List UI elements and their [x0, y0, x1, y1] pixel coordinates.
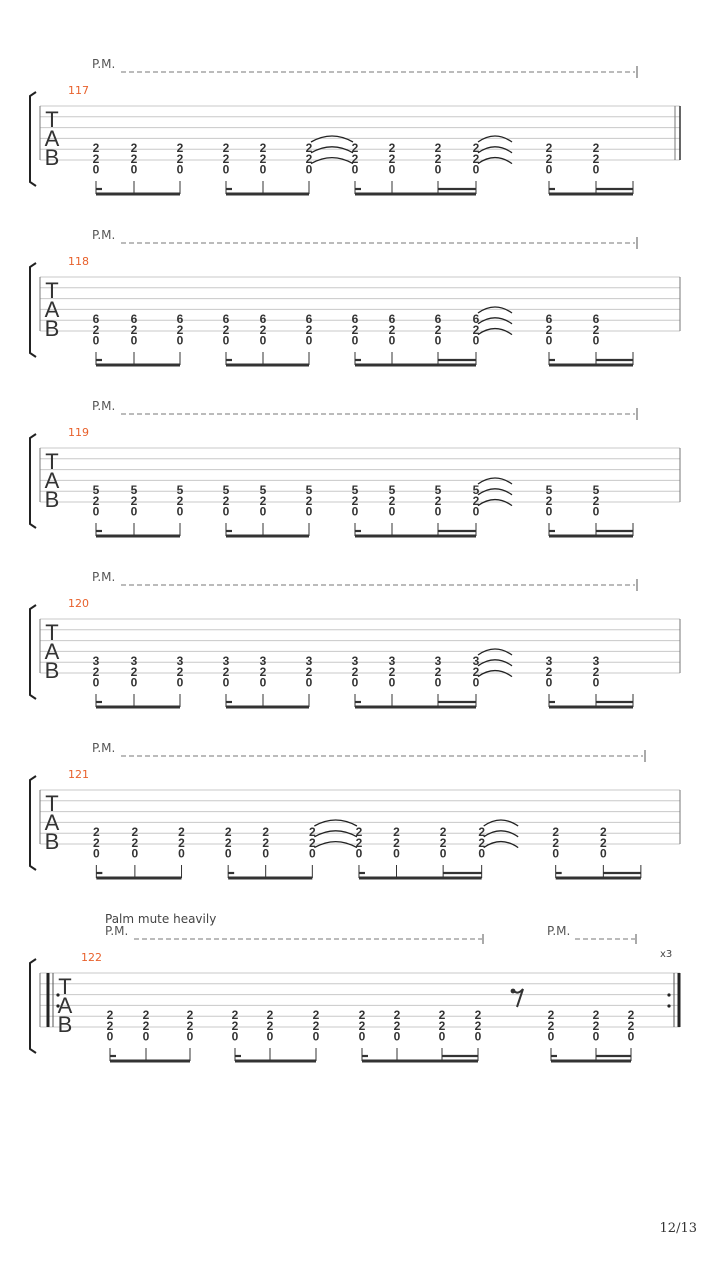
tab-clef-letter: B	[44, 487, 60, 512]
fret-number: 2	[142, 1008, 150, 1022]
fret-number: 2	[627, 1008, 635, 1022]
fret-number: 2	[176, 141, 184, 155]
fret-number: 2	[176, 493, 184, 508]
fret-number: 0	[545, 504, 553, 519]
fret-number: 2	[305, 151, 313, 166]
bar-number: 118	[68, 255, 89, 268]
tie-arc	[478, 478, 512, 484]
fret-number: 2	[308, 835, 316, 850]
fret-number: 0	[393, 846, 400, 861]
fret-number: 0	[351, 504, 359, 519]
fret-number: 6	[176, 312, 184, 326]
fret-number: 0	[142, 1029, 150, 1044]
fret-number: 6	[351, 312, 359, 326]
fret-number: 2	[627, 1018, 635, 1033]
fret-number: 0	[393, 1029, 401, 1044]
fret-number: 2	[259, 664, 267, 679]
palm-mute-label: P.M.	[547, 924, 571, 938]
fret-number: 2	[472, 141, 480, 155]
fret-number: 0	[224, 846, 232, 861]
fret-number: 2	[308, 825, 316, 839]
fret-number: 0	[434, 333, 442, 348]
fret-number: 6	[388, 312, 396, 326]
tie-arc	[484, 831, 518, 837]
fret-number: 0	[600, 846, 607, 861]
fret-number: 2	[438, 1018, 446, 1033]
fret-number: 2	[93, 825, 100, 839]
fret-number: 0	[92, 504, 100, 519]
palm-mute-label: P.M.	[92, 741, 116, 755]
fret-number: 0	[434, 162, 442, 177]
fret-number: 2	[231, 1018, 239, 1033]
fret-number: 2	[262, 835, 270, 850]
fret-number: 2	[545, 151, 553, 166]
fret-number: 2	[266, 1008, 274, 1022]
palm-mute-label: P.M.	[92, 57, 116, 71]
fret-number: 6	[259, 312, 267, 326]
fret-number: 2	[434, 664, 442, 679]
fret-number: 2	[312, 1018, 320, 1033]
fret-number: 3	[434, 654, 442, 668]
fret-number: 0	[176, 333, 184, 348]
fret-number: 3	[222, 654, 230, 668]
fret-number: 3	[130, 654, 138, 668]
tie-arc	[311, 147, 353, 153]
fret-number: 5	[305, 483, 313, 497]
tab-clef-letter: B	[44, 316, 60, 341]
tab-clef-letter: B	[44, 145, 60, 170]
fret-number: 0	[130, 162, 138, 177]
palm-mute-label: P.M.	[92, 399, 116, 413]
tie-arc	[478, 500, 512, 506]
fret-number: 5	[92, 483, 100, 497]
fret-number: 2	[592, 322, 600, 337]
fret-number: 3	[472, 654, 480, 668]
staff-system	[30, 741, 680, 878]
fret-number: 0	[305, 675, 313, 690]
staff-system	[30, 399, 680, 536]
fret-number: 2	[438, 1008, 446, 1022]
fret-number: 0	[259, 675, 267, 690]
repeat-dot	[667, 993, 670, 996]
fret-number: 3	[176, 654, 184, 668]
fret-number: 2	[472, 493, 480, 508]
fret-number: 2	[358, 1018, 366, 1033]
fret-number: 5	[351, 483, 359, 497]
staff-system	[30, 912, 680, 1061]
bar-number: 119	[68, 426, 89, 439]
fret-number: 2	[92, 664, 100, 679]
fret-number: 5	[388, 483, 396, 497]
fret-number: 2	[600, 835, 607, 850]
fret-number: 0	[545, 333, 553, 348]
fret-number: 2	[176, 322, 184, 337]
bar-number: 122	[81, 951, 102, 964]
fret-number: 0	[106, 1029, 114, 1044]
fret-number: 0	[222, 333, 230, 348]
tab-clef-letter: A	[57, 993, 73, 1018]
tab-clef-letter: A	[44, 297, 60, 322]
fret-number: 0	[305, 504, 313, 519]
fret-number: 2	[186, 1008, 194, 1022]
staff-system	[30, 228, 680, 365]
fret-number: 2	[92, 141, 100, 155]
system-bracket	[30, 959, 36, 1053]
fret-number: 2	[305, 322, 313, 337]
system-bracket	[30, 263, 36, 357]
fret-number: 2	[262, 825, 270, 839]
fret-number: 0	[222, 162, 230, 177]
fret-number: 0	[388, 162, 396, 177]
fret-number: 5	[130, 483, 138, 497]
fret-number: 2	[142, 1018, 150, 1033]
fret-number: 3	[592, 654, 600, 668]
palm-mute-label: P.M.	[92, 228, 116, 242]
fret-number: 2	[259, 322, 267, 337]
fret-number: 2	[592, 1008, 600, 1022]
fret-number: 0	[545, 675, 553, 690]
fret-number: 0	[130, 504, 138, 519]
palm-mute-label: P.M.	[105, 924, 129, 938]
fret-number: 3	[388, 654, 396, 668]
fret-number: 3	[545, 654, 553, 668]
tab-clef-letter: T	[45, 449, 59, 474]
fret-number: 0	[388, 504, 396, 519]
fret-number: 0	[388, 333, 396, 348]
fret-number: 2	[351, 151, 359, 166]
fret-number: 2	[439, 835, 447, 850]
fret-number: 2	[131, 835, 139, 850]
fret-number: 0	[472, 504, 480, 519]
fret-number: 2	[92, 493, 100, 508]
fret-number: 6	[222, 312, 230, 326]
tab-clef-letter: B	[57, 1012, 73, 1037]
fret-number: 2	[106, 1018, 114, 1033]
fret-number: 2	[472, 322, 480, 337]
eighth-rest-dot	[511, 989, 516, 994]
fret-number: 2	[222, 141, 230, 155]
fret-number: 2	[358, 1008, 366, 1022]
fret-number: 0	[130, 333, 138, 348]
tie-arc	[314, 820, 357, 826]
fret-number: 2	[93, 835, 100, 850]
fret-number: 2	[186, 1018, 194, 1033]
tie-arc	[311, 136, 353, 142]
fret-number: 2	[222, 151, 230, 166]
fret-number: 2	[231, 1008, 239, 1022]
fret-number: 5	[545, 483, 553, 497]
system-bracket	[30, 605, 36, 699]
tie-arc	[478, 136, 512, 142]
page-number: 12/13	[659, 1221, 697, 1236]
palm-mute-label: P.M.	[92, 570, 116, 584]
staff-system	[30, 570, 680, 707]
bar-number: 121	[68, 768, 89, 781]
tie-arc	[478, 318, 512, 324]
tie-arc	[478, 649, 512, 655]
eighth-rest-icon	[514, 989, 523, 1007]
fret-number: 0	[231, 1029, 239, 1044]
fret-number: 5	[592, 483, 600, 497]
fret-number: 0	[178, 846, 185, 861]
fret-number: 2	[222, 664, 230, 679]
fret-number: 2	[222, 493, 230, 508]
fret-number: 2	[106, 1008, 114, 1022]
fret-number: 3	[92, 654, 100, 668]
fret-number: 2	[592, 141, 600, 155]
fret-number: 2	[92, 322, 100, 337]
tab-clef-letter: T	[45, 278, 59, 303]
fret-number: 0	[592, 162, 600, 177]
fret-number: 0	[474, 1029, 482, 1044]
fret-number: 0	[308, 846, 316, 861]
tab-clef-letter: T	[45, 107, 59, 132]
fret-number: 5	[472, 483, 480, 497]
fret-number: 0	[358, 1029, 366, 1044]
fret-number: 0	[130, 675, 138, 690]
fret-number: 2	[178, 835, 185, 850]
fret-number: 2	[259, 493, 267, 508]
fret-number: 2	[388, 141, 396, 155]
tab-clef-letter: B	[44, 829, 60, 854]
tie-arc	[478, 158, 512, 164]
fret-number: 2	[305, 664, 313, 679]
fret-number: 2	[224, 825, 232, 839]
fret-number: 2	[434, 493, 442, 508]
fret-number: 6	[305, 312, 313, 326]
fret-number: 2	[130, 664, 138, 679]
fret-number: 2	[388, 322, 396, 337]
fret-number: 0	[92, 162, 100, 177]
fret-number: 6	[592, 312, 600, 326]
tab-clef-letter: T	[45, 791, 59, 816]
fret-number: 2	[176, 151, 184, 166]
fret-number: 0	[592, 675, 600, 690]
system-bracket	[30, 92, 36, 186]
tie-arc	[478, 307, 512, 313]
fret-number: 2	[130, 141, 138, 155]
fret-number: 2	[130, 493, 138, 508]
fret-number: 2	[592, 664, 600, 679]
fret-number: 3	[305, 654, 313, 668]
fret-number: 2	[434, 151, 442, 166]
fret-number: 2	[393, 835, 400, 850]
fret-number: 0	[434, 504, 442, 519]
fret-number: 0	[312, 1029, 320, 1044]
fret-number: 0	[351, 162, 359, 177]
fret-number: 2	[351, 141, 359, 155]
fret-number: 2	[176, 664, 184, 679]
fret-number: 0	[434, 675, 442, 690]
tie-arc	[484, 820, 518, 826]
fret-number: 2	[266, 1018, 274, 1033]
fret-number: 0	[592, 1029, 600, 1044]
fret-number: 0	[222, 675, 230, 690]
staff-system	[30, 57, 680, 194]
fret-number: 0	[176, 162, 184, 177]
fret-number: 3	[259, 654, 267, 668]
tie-arc	[478, 660, 512, 666]
fret-number: 0	[592, 333, 600, 348]
fret-number: 6	[92, 312, 100, 326]
fret-number: 5	[176, 483, 184, 497]
fret-number: 2	[434, 141, 442, 155]
bar-number: 117	[68, 84, 89, 97]
fret-number: 0	[545, 162, 553, 177]
fret-number: 2	[351, 493, 359, 508]
fret-number: 0	[388, 675, 396, 690]
tie-arc	[478, 489, 512, 495]
fret-number: 2	[600, 825, 607, 839]
fret-number: 2	[547, 1018, 555, 1033]
fret-number: 3	[351, 654, 359, 668]
fret-number: 5	[434, 483, 442, 497]
repeat-count: x3	[660, 949, 673, 960]
fret-number: 6	[545, 312, 553, 326]
fret-number: 2	[355, 825, 363, 839]
fret-number: 2	[393, 1018, 401, 1033]
fret-number: 2	[305, 141, 313, 155]
fret-number: 0	[472, 162, 480, 177]
fret-number: 2	[224, 835, 232, 850]
fret-number: 2	[474, 1018, 482, 1033]
system-bracket	[30, 776, 36, 870]
fret-number: 2	[592, 151, 600, 166]
fret-number: 6	[130, 312, 138, 326]
fret-number: 0	[92, 333, 100, 348]
fret-number: 0	[305, 333, 313, 348]
fret-number: 2	[92, 151, 100, 166]
tab-clef-letter: T	[58, 974, 72, 999]
fret-number: 0	[547, 1029, 555, 1044]
fret-number: 5	[222, 483, 230, 497]
fret-number: 2	[388, 493, 396, 508]
repeat-dot	[667, 1004, 670, 1007]
fret-number: 0	[259, 333, 267, 348]
fret-number: 0	[222, 504, 230, 519]
fret-number: 2	[439, 825, 447, 839]
fret-number: 2	[178, 825, 185, 839]
fret-number: 2	[552, 835, 560, 850]
fret-number: 2	[312, 1008, 320, 1022]
tie-arc	[311, 158, 353, 164]
fret-number: 2	[130, 151, 138, 166]
fret-number: 2	[472, 664, 480, 679]
fret-number: 0	[131, 846, 139, 861]
fret-number: 0	[93, 846, 100, 861]
fret-number: 2	[547, 1008, 555, 1022]
fret-number: 0	[552, 846, 560, 861]
tie-arc	[478, 329, 512, 335]
fret-number: 0	[186, 1029, 194, 1044]
fret-number: 0	[439, 846, 447, 861]
instruction-text: Palm mute heavily	[105, 912, 217, 926]
fret-number: 5	[259, 483, 267, 497]
fret-number: 0	[627, 1029, 635, 1044]
fret-number: 2	[478, 835, 486, 850]
fret-number: 2	[131, 825, 139, 839]
tie-arc	[484, 842, 518, 848]
fret-number: 2	[472, 151, 480, 166]
tab-clef-letter: A	[44, 639, 60, 664]
fret-number: 2	[545, 664, 553, 679]
tab-clef-letter: B	[44, 658, 60, 683]
fret-number: 2	[393, 1008, 401, 1022]
fret-number: 0	[592, 504, 600, 519]
fret-number: 2	[393, 825, 400, 839]
fret-number: 0	[472, 333, 480, 348]
fret-number: 2	[474, 1008, 482, 1022]
fret-number: 2	[130, 322, 138, 337]
tie-arc	[478, 147, 512, 153]
tie-arc	[314, 831, 357, 837]
tab-clef-letter: A	[44, 468, 60, 493]
fret-number: 2	[545, 493, 553, 508]
fret-number: 2	[478, 825, 486, 839]
system-bracket	[30, 434, 36, 528]
fret-number: 2	[305, 493, 313, 508]
fret-number: 2	[545, 322, 553, 337]
fret-number: 0	[472, 675, 480, 690]
fret-number: 0	[351, 333, 359, 348]
fret-number: 0	[478, 846, 486, 861]
fret-number: 2	[222, 322, 230, 337]
fret-number: 2	[259, 151, 267, 166]
fret-number: 2	[388, 664, 396, 679]
fret-number: 0	[351, 675, 359, 690]
fret-number: 2	[592, 493, 600, 508]
tab-clef-letter: A	[44, 810, 60, 835]
tie-arc	[314, 842, 357, 848]
fret-number: 6	[472, 312, 480, 326]
fret-number: 0	[355, 846, 363, 861]
fret-number: 2	[259, 141, 267, 155]
fret-number: 0	[259, 162, 267, 177]
fret-number: 0	[259, 504, 267, 519]
tie-arc	[478, 671, 512, 677]
fret-number: 0	[305, 162, 313, 177]
fret-number: 0	[92, 675, 100, 690]
fret-number: 2	[355, 835, 363, 850]
fret-number: 0	[176, 504, 184, 519]
fret-number: 2	[545, 141, 553, 155]
fret-number: 2	[592, 1018, 600, 1033]
fret-number: 2	[434, 322, 442, 337]
fret-number: 0	[176, 675, 184, 690]
tab-clef-letter: A	[44, 126, 60, 151]
fret-number: 0	[438, 1029, 446, 1044]
fret-number: 0	[262, 846, 270, 861]
fret-number: 6	[434, 312, 442, 326]
fret-number: 2	[351, 322, 359, 337]
tab-clef-letter: T	[45, 620, 59, 645]
fret-number: 0	[266, 1029, 274, 1044]
fret-number: 2	[388, 151, 396, 166]
fret-number: 2	[552, 825, 560, 839]
bar-number: 120	[68, 597, 89, 610]
fret-number: 2	[351, 664, 359, 679]
